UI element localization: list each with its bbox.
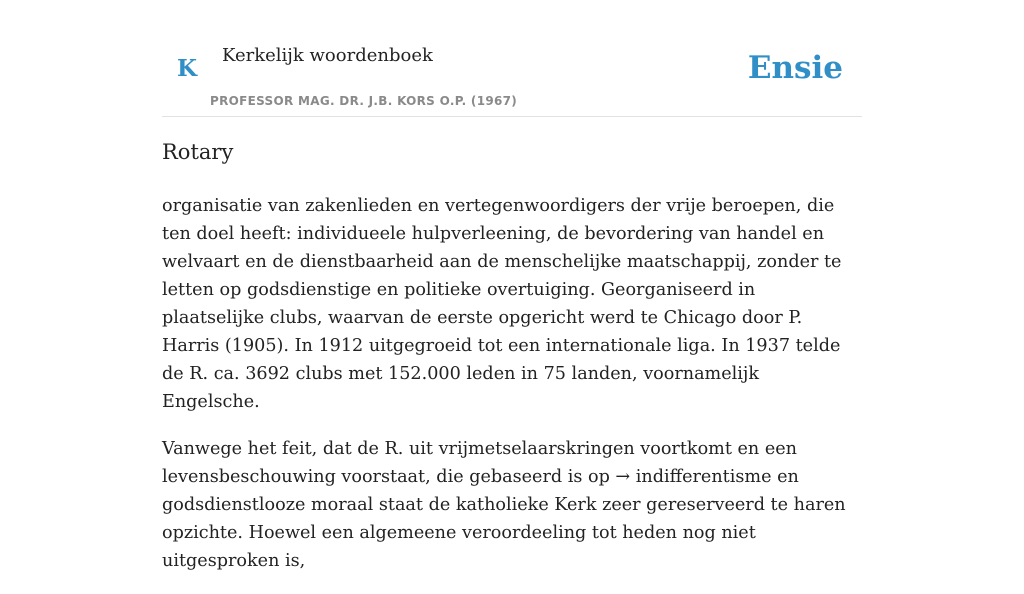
entry-paragraph: Vanwege het feit, dat de R. uit vrijmetselaarskringen voortkomt en een levensbeschouwing voorstaat, die gebaseerd is op → indifferentisme en godsdienstlooze moraal staat de katholieke Kerk zeer gereserveerd te haren opzichte. Hoewel een algemeene veroordeeling tot heden nog niet uitgesproken is,	[162, 439, 846, 571]
book-title[interactable]: Kerkelijk woordenboek	[222, 45, 433, 66]
entry-paragraph: organisatie van zakenlieden en vertegenwoordigers der vrije beroepen, die ten doel heeft: individueele hulpverleening, de bevordering van handel en welvaart en de dienstbaarheid aan de menschelijke maatschappij, zonder te letten op godsdienstige en politieke overtuiging. Georganiseerd in plaatselijke clubs, waarvan de eerste opgericht werd te Chicago door P. Harris (1905). In 1912 uitgegroeid tot een internationale liga. In 1937 telde de R. ca. 3692 clubs met 152.000 leden in 75 landen, voornamelijk Engelsche.	[162, 196, 842, 412]
entry-title: Rotary	[162, 140, 234, 164]
brand-logo[interactable]: Ensie	[747, 50, 843, 86]
book-author: PROFESSOR MAG. DR. J.B. KORS O.P. (1967)	[210, 94, 518, 108]
entry-body	[162, 192, 862, 594]
book-logo-icon[interactable]: K	[177, 55, 197, 82]
header	[162, 0, 862, 117]
